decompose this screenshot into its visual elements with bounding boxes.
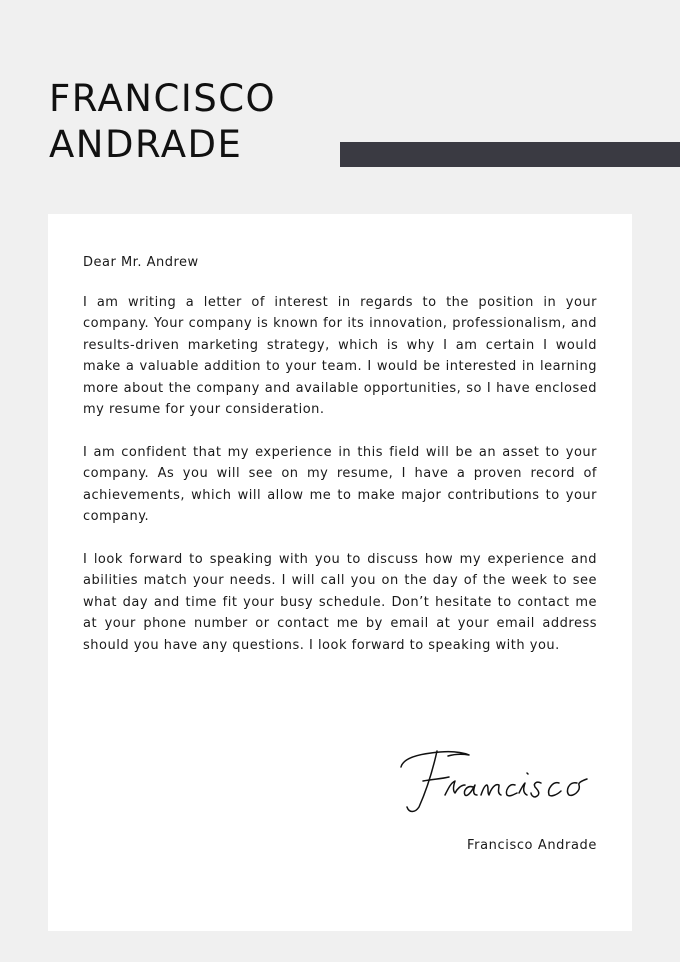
paragraph-intro: I am writing a letter of interest in regards to the position in your company. Your company is known for its innovation, professionalism, and results-driven marketing strategy, which is why I am certain I would make a valuable addition to your team. I would be interested in learning more about the company and available opportunities, so I have enclosed my resume for your consideration. [83, 294, 597, 417]
applicant-last-name: ANDRADE [49, 123, 243, 166]
paragraph-experience: I am confident that my experience in this field will be an asset to your company. As you will see on my resume, I have a proven record of achievements, which will allow me to make major contributions to your company. [83, 444, 597, 524]
header-accent-bar [340, 142, 680, 167]
signer-name: Francisco Andrade [467, 838, 597, 853]
letter-sheet [48, 214, 632, 931]
applicant-name [49, 76, 276, 168]
handwritten-signature [393, 729, 603, 819]
salutation: Dear Mr. Andrew [83, 255, 199, 270]
letter-body [83, 252, 597, 677]
paragraph-closing: I look forward to speaking with you to discuss how my experience and abilities match your needs. I will call you on the day of the week to see what day and time fit your busy schedule. Don’t hesitate to contact me at your phone number or contact me by email at your email address should you have any questions. I look forward to speaking with you. [83, 551, 597, 653]
applicant-first-name: FRANCISCO [49, 77, 277, 120]
